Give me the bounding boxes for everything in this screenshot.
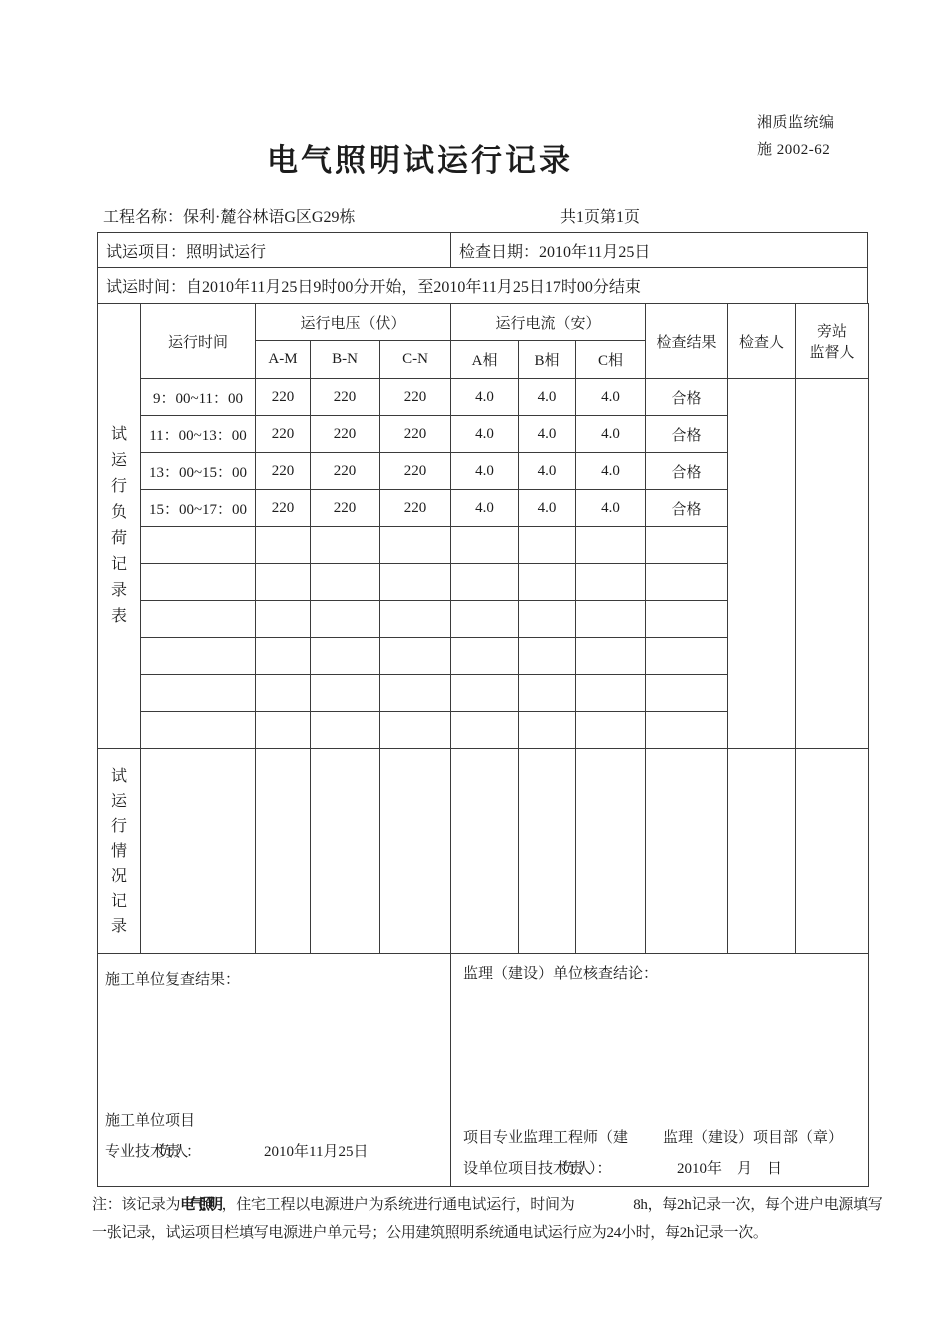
header-supervisor-line2: 监督人 [809,345,855,361]
time-cell: 9：00~11：00 [141,379,256,416]
header-current-b: B相 [519,341,576,379]
current-cell: 4.0 [519,490,576,527]
current-cell: 4.0 [519,379,576,416]
load-record-table [97,303,869,1187]
supervisor-review-label: 监理（建设）单位核查结论： [463,966,659,982]
header-voltage-am: A-M [256,341,311,379]
current-cell: 4.0 [519,453,576,490]
note-tail: 8h，每2h记录一次，每个进户电源填写一张记录，试运项目栏填写电源进户单元号；公用建筑照明系统通电试运行应为24小时，每2h记录一次。 [92,1197,883,1241]
project-name-line [103,204,868,227]
current-cell: 4.0 [451,416,519,453]
note-body: ，住宅工程以电源进户为系统进行通电试运行，时间为 [221,1197,634,1213]
current-cell: 4.0 [519,416,576,453]
voltage-cell: 220 [256,453,311,490]
contractor-review-cell [98,954,451,1187]
result-cell: 合格 [646,379,728,416]
voltage-cell: 220 [256,416,311,453]
time-cell: 13：00~15：00 [141,453,256,490]
section-label-situation: 试运行情况记录 [110,767,127,935]
project-name: 工程名称：保利·麓谷林语G区G29栋 [103,209,356,226]
voltage-cell: 220 [380,379,451,416]
contractor-sign-date: 2010年11月25日 [264,1144,369,1160]
voltage-cell: 220 [256,490,311,527]
voltage-cell: 220 [380,453,451,490]
contractor-sign-title-line1: 施工单位项目 [105,1113,196,1129]
voltage-cell: 220 [311,379,380,416]
section-label-load-cell [98,304,141,749]
header-supervisor-line1: 旁站 [817,324,848,340]
result-cell: 合格 [646,416,728,453]
check-date-cell: 检查日期：2010年11月25日 [459,243,651,261]
supervisor-review-cell [451,954,869,1187]
info-row-2 [97,268,868,303]
current-cell: 4.0 [576,379,646,416]
voltage-cell: 220 [380,490,451,527]
current-cell: 4.0 [576,416,646,453]
header-inspector: 检查人 [728,304,796,379]
footer-note [92,1191,884,1247]
header-voltage-cn: C-N [380,341,451,379]
contractor-review-label: 施工单位复查结果： [105,972,241,988]
section-label-load: 试运行负荷记录表 [110,426,127,625]
stamp-line2: 施 2002-62 [757,142,831,158]
contractor-sign-title-line2: 专业技术负责人 ： [105,1144,202,1160]
inspector-sign-cell [728,379,796,749]
page-title: 电气照明试运行记录 [267,143,573,178]
voltage-cell: 220 [311,453,380,490]
header-current-c: C相 [576,341,646,379]
voltage-cell: 220 [311,490,380,527]
table-header-row-1 [98,304,869,341]
page-count: 共1页第1页 [560,209,641,226]
form-code-stamp [757,110,835,164]
note-prefix: 注：该记录为 [92,1197,181,1213]
supervisor-stamp-label: 监理（建设）项目部（章） [663,1130,844,1146]
current-cell: 4.0 [576,453,646,490]
supervisor-sign-date: 2010年 月 日 [677,1161,783,1177]
header-voltage-group: 运行电压（伏） [256,304,451,341]
trial-time-cell: 试运时间：自2010年11月25日9时00分开始，至2010年11月25日17时00分结束 [106,279,641,296]
trial-item-cell: 试运项目：照明试运行 [98,233,451,267]
current-cell: 4.0 [576,490,646,527]
header-current-group: 运行电流（安） [451,304,646,341]
voltage-cell: 220 [311,416,380,453]
stamp-line1: 湘质监统编 [757,115,835,131]
review-row [98,954,869,1187]
supervisor-sign-title-line1: 项目专业监理工程师（建 [463,1130,629,1146]
current-cell: 4.0 [451,379,519,416]
current-cell: 4.0 [451,490,519,527]
voltage-cell: 220 [380,416,451,453]
table-row [98,379,869,416]
header-supervisor [796,304,869,379]
note-bold-term: 电气照明 [180,1197,218,1213]
supervisor-sign-title-line2: 设单位项目技术负责人 ）： [463,1161,612,1177]
time-cell: 15：00~17：00 [141,490,256,527]
section-label-situation-cell [98,749,141,954]
header-voltage-bn: B-N [311,341,380,379]
header-check-result: 检查结果 [646,304,728,379]
supervisor-sign-cell [796,379,869,749]
form-box [97,232,868,1187]
result-cell: 合格 [646,453,728,490]
info-row-1 [97,232,868,268]
header-run-time: 运行时间 [141,304,256,379]
header-current-a: A相 [451,341,519,379]
time-cell: 11：00~13：00 [141,416,256,453]
situation-record-row [98,749,869,954]
result-cell: 合格 [646,490,728,527]
current-cell: 4.0 [451,453,519,490]
voltage-cell: 220 [256,379,311,416]
